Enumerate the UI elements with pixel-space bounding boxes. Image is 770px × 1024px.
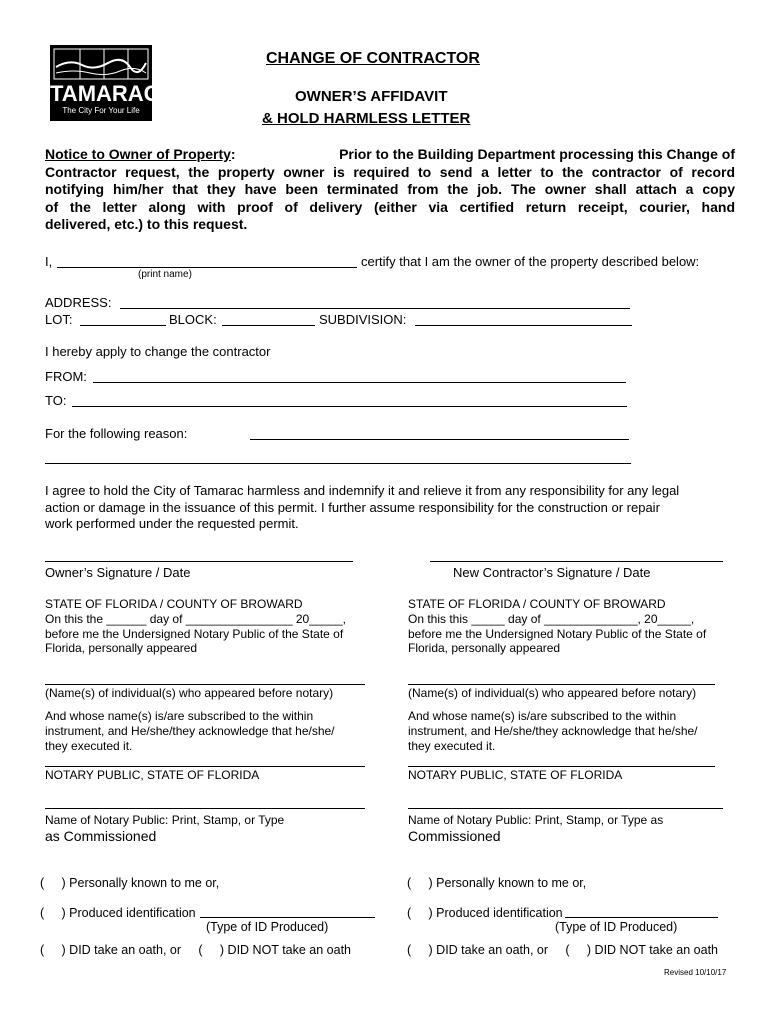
right-on-this: On this this _____ day of ______________, 20_____, — [408, 611, 695, 626]
left-before-1: before me the Undersigned Notary Public of the State of — [45, 626, 344, 641]
lot-label: LOT: — [45, 312, 73, 327]
left-whose-block — [45, 709, 335, 753]
block-label: BLOCK: — [169, 312, 217, 327]
from-field[interactable] — [93, 382, 626, 383]
right-state: STATE OF FLORIDA / COUNTY OF BROWARD — [408, 597, 666, 611]
reason-label: For the following reason: — [45, 426, 188, 441]
right-oath-checkboxes[interactable]: ( ) DID take an oath, or ( ) DID NOT take an oath — [407, 943, 718, 957]
to-label: TO: — [45, 393, 67, 408]
agreement-line-2: action or damage in the issuance of this permit. I further assume responsibility for the construction or repair — [45, 499, 660, 515]
logo-name: TAMARAC — [50, 81, 160, 106]
form-subtitle-2: & HOLD HARMLESS LETTER — [262, 110, 471, 127]
left-whose-2: instrument, and He/she/they acknowledge that he/she/ — [45, 723, 335, 738]
agreement-paragraph — [45, 483, 735, 533]
left-produced-checkbox[interactable]: ( ) Produced identification — [40, 906, 196, 920]
agreement-line-1: I agree to hold the City of Tamarac harmless and indemnify it and relieve it from any responsibility for any legal — [45, 483, 680, 498]
left-oath-checkboxes[interactable]: ( ) DID take an oath, or ( ) DID NOT take an oath — [40, 943, 351, 957]
right-before-1: before me the Undersigned Notary Public of the State of — [408, 626, 707, 641]
right-names-label: (Name(s) of individual(s) who appeared before notary) — [408, 686, 697, 700]
right-names-field[interactable] — [408, 684, 715, 685]
right-id-field[interactable] — [565, 917, 718, 918]
right-whose-block — [408, 709, 698, 753]
left-notary-name-field[interactable] — [45, 808, 365, 809]
left-on-this: On this the ______ day of ________________ 20_____, — [45, 611, 346, 626]
address-label: ADDRESS: — [45, 295, 112, 310]
left-whose-1: And whose name(s) is/are subscribed to the within — [45, 709, 314, 723]
right-print-1: Name of Notary Public: Print, Stamp, or Type as — [408, 813, 664, 827]
tamarac-logo — [50, 45, 160, 121]
print-name-caption: (print name) — [138, 269, 192, 280]
notice-line-1-text: Prior to the Building Department processing this Change of — [339, 146, 735, 162]
owner-print-name-field[interactable] — [57, 267, 357, 268]
right-print-2: Commissioned — [408, 828, 501, 844]
left-print-2: as Commissioned — [45, 828, 157, 844]
notice-line-4: of the letter along with proof of delivery (either via certified return receipt, courier, hand — [45, 198, 735, 215]
right-whose-3: they executed it. — [408, 738, 496, 753]
notice-line-1 — [45, 146, 735, 164]
lot-field[interactable] — [80, 325, 166, 326]
form-subtitle-1: OWNER’S AFFIDAVIT — [295, 88, 448, 105]
notary-left-block — [45, 597, 385, 656]
left-notary-sign-field[interactable] — [45, 766, 365, 767]
right-notary-sign-field[interactable] — [408, 766, 715, 767]
right-whose-1: And whose name(s) is/are subscribed to the within — [408, 709, 677, 723]
address-field[interactable] — [120, 308, 630, 309]
owner-signature-field[interactable] — [45, 561, 353, 562]
left-before-2: Florida, personally appeared — [45, 641, 198, 656]
revised-date: Revised 10/10/17 — [664, 968, 727, 977]
left-id-field[interactable] — [200, 917, 375, 918]
form-title: CHANGE OF CONTRACTOR — [266, 50, 480, 67]
left-whose-3: they executed it. — [45, 738, 133, 753]
reason-field-1[interactable] — [250, 439, 629, 440]
notice-line-3: notifying him/her that they have been terminated from the job. The owner shall attach a copy — [45, 181, 735, 198]
apply-text: I hereby apply to change the contractor — [45, 344, 271, 359]
left-print-1: Name of Notary Public: Print, Stamp, or Type — [45, 813, 285, 827]
left-state: STATE OF FLORIDA / COUNTY OF BROWARD — [45, 597, 303, 611]
notary-right-block — [408, 597, 738, 656]
owner-signature-label: Owner’s Signature / Date — [45, 565, 191, 580]
from-label: FROM: — [45, 369, 87, 384]
to-field[interactable] — [72, 406, 627, 407]
notice-colon: : — [230, 146, 236, 162]
notice-line-5: delivered, etc.) to this request. — [45, 216, 248, 233]
agreement-line-3: work performed under the requested permit. — [45, 516, 299, 531]
contractor-signature-field[interactable] — [430, 561, 723, 562]
right-id-type-label: (Type of ID Produced) — [555, 920, 678, 934]
notice-line-2: Contractor request, the property owner is required to send a letter to the contractor of record — [45, 163, 735, 180]
left-id-type-label: (Type of ID Produced) — [206, 920, 329, 934]
block-field[interactable] — [222, 325, 315, 326]
certify-prefix: I, — [45, 254, 53, 269]
notice-label: Notice to Owner of Property — [45, 146, 231, 162]
right-produced-checkbox[interactable]: ( ) Produced identification — [407, 906, 563, 920]
subdivision-field[interactable] — [415, 325, 632, 326]
reason-field-2[interactable] — [45, 463, 631, 464]
right-known-checkbox[interactable]: ( ) Personally known to me or, — [407, 876, 587, 890]
right-notary-label: NOTARY PUBLIC, STATE OF FLORIDA — [408, 768, 623, 782]
contractor-signature-label: New Contractor’s Signature / Date — [453, 565, 651, 580]
left-names-field[interactable] — [45, 684, 365, 685]
right-notary-name-field[interactable] — [408, 808, 723, 809]
left-names-label: (Name(s) of individual(s) who appeared before notary) — [45, 686, 334, 700]
certify-suffix: certify that I am the owner of the property described below: — [361, 254, 700, 269]
right-before-2: Florida, personally appeared — [408, 641, 561, 656]
left-notary-label: NOTARY PUBLIC, STATE OF FLORIDA — [45, 768, 260, 782]
right-whose-2: instrument, and He/she/they acknowledge that he/she/ — [408, 723, 698, 738]
left-known-checkbox[interactable]: ( ) Personally known to me or, — [40, 876, 220, 890]
logo-tagline: The City For Your Life — [62, 106, 140, 115]
notice-paragraph — [45, 146, 735, 234]
subdivision-label: SUBDIVISION: — [319, 312, 407, 327]
